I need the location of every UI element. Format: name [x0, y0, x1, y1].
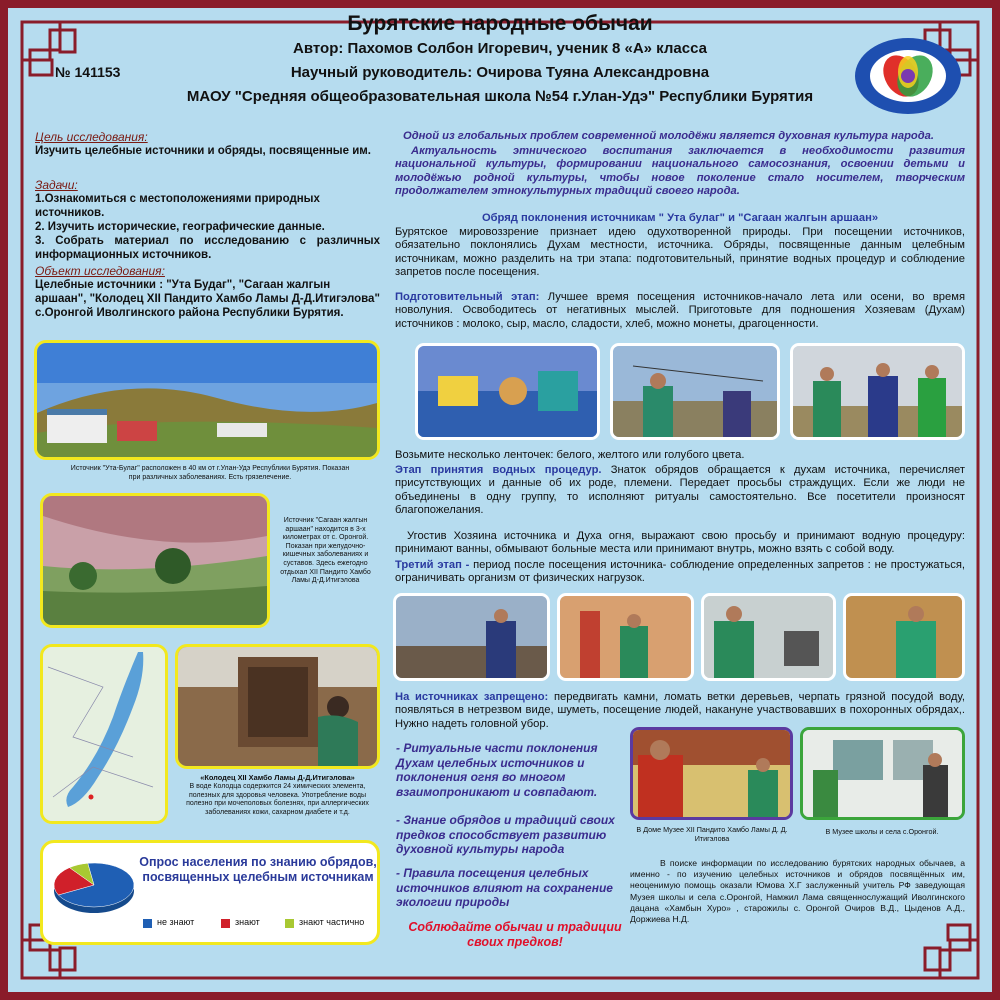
photo-sagaan-arshaan: [40, 493, 270, 628]
legend-label: знают: [235, 917, 260, 927]
object-heading: Объект исследования:: [35, 264, 165, 278]
forbid-text: передвигать камни, ломать ветки деревьев, черпать грязной посудой воду, появляться в нетрезвом виде, шуметь, посещение людей, накануне участвовавших в похоронных обрядах,. Нужно надеть головной убор.: [395, 691, 966, 730]
goal-text: Изучить целебные источники и обряды, посвященные им.: [35, 145, 371, 157]
prep-paragraph: [395, 291, 965, 331]
school-line: МАОУ "Средняя общеобразовательная школа №54 г.Улан-Удэ" Республики Бурятия: [186, 88, 814, 105]
well-caption-title: «Колодец XII Хамбо Ламы Д-Д.Итигэлова»: [200, 773, 355, 782]
author-line: Автор: Пахомов Солбон Игоревич, ученик 8 «А» класса: [293, 40, 707, 57]
ribbons-text: Возьмите несколько ленточек: белого, желтого или голубого цвета.: [395, 449, 745, 461]
survey-pie-chart: [49, 857, 139, 917]
task-item: 3. Собрать материал по исследованию с различных информационных источников.: [35, 235, 380, 261]
prep-text: Лучшее время посещения источников-начало лета или осени, во время новолуния. Освободитесь от негативных мыслей. Приготовьте для подношения Хозяевам (Духам) источников : молоко, сыр, масло, сладости, хлеб, можно монеты, драгоценности.: [395, 291, 965, 330]
water-paragraph: [395, 464, 965, 517]
object-section: [35, 264, 380, 320]
photo-itigelov-museum: [630, 727, 793, 820]
photo-school-museum: [800, 727, 965, 820]
conference-logo-icon: [853, 36, 963, 116]
water-text: Знаток обрядов обращается к духам источника, перечисляет присутствующих и данные об их роде, племени. Передает просьбы страждущих. Если же люди не объединены в одну группу, то исполняют ритуалы самостоятельно. Все посетители произносят благопожелания.: [395, 464, 965, 516]
third-text: период после посещения источника- соблюдение определенных запретов : не простужаться, ограничивать организм от физических нагрузок.: [395, 559, 965, 585]
rite-text: Бурятское мировоззрение признает идею одухотворенной природы. При посещении источников, обязательно поклонялись Духам местности, источника. Обряды, посвященные данным целебным источникам, можно разделить на три этапа: подготовительный, принятие водных процедур и соблюдение запретов после посещения.: [395, 226, 965, 278]
photo-ceremony-4: [843, 593, 965, 681]
task-item: 2. Изучить исторические, географические данные.: [35, 221, 325, 233]
rite-heading: Обряд поклонения источникам " Ута булаг" и "Сагаан жалгын аршаан»: [481, 212, 879, 224]
forbid-label: На источниках запрещено:: [395, 691, 549, 703]
conclusion-item: - Правила посещения целебных источников влияют на сохранение экологии природы: [396, 866, 613, 909]
photo-ceremony-2: [557, 593, 694, 681]
photo-ceremony-1: [393, 593, 550, 681]
survey-title: Опрос населения по знанию обрядов, посвященных целебным источникам: [139, 855, 377, 884]
photo-ribbons: [610, 343, 780, 440]
intro-paragraph-2: Актуальность этнического воспитания заключается в необходимости развития национальной культуры, формировании национального самосознания, освоении детьми и молодёжью родной культуры, чтобы новое поколение стало носителем, творческим продолжателем этнокультурных традиций своего народа.: [395, 145, 965, 197]
legend-label: знают частично: [299, 917, 365, 927]
legend-swatch: [221, 919, 230, 928]
photo-offerings: [415, 343, 600, 440]
photo-uta-bulag: [34, 340, 380, 460]
poster-number: № 141153: [55, 64, 121, 80]
photo-ceremony-3: [701, 593, 836, 681]
object-text: Целебные источники : "Ута Будаг", "Сагаан жалгын аршаан", "Колодец XII Пандито Хамбо Ламы Д-Д.Итигэлова" с.Оронгой Иволгинского района Республики Бурятия.: [35, 279, 380, 319]
survey-box: [40, 840, 380, 945]
tasks-heading: Задачи:: [35, 178, 78, 192]
poster-title: Бурятские народные обычаи: [347, 12, 653, 35]
intro-paragraph-1: Одной из глобальных проблем современной молодёжи является духовная культура народа.: [403, 130, 934, 142]
third-paragraph: [395, 559, 965, 586]
slogan: Соблюдайте обычаи и традиции своих предков!: [408, 920, 622, 949]
photo-itigelov-well: [175, 644, 380, 769]
legend-label: не знают: [157, 917, 195, 927]
photo2-caption: Источник "Сагаан жалгын аршаан" находится в 3-х километрах от с. Оронгой. Показан при желудочно-кишечных заболеваниях и суставов. Здесь ежегодно отдыхал XII Пандито Хамбо Ламы Д-Д.Итигэлова: [280, 517, 371, 585]
third-label: Третий этап -: [395, 559, 470, 571]
goal-section: [35, 130, 380, 158]
conclusion-item: - Ритуальные части поклонения Духам целебных источников и поклонения огня во многом взаимопроникают и совпадают.: [396, 741, 598, 799]
goal-heading: Цель исследования:: [35, 130, 148, 144]
legend-swatch: [285, 919, 294, 928]
tasks-section: [35, 178, 380, 262]
well-caption: В воде Колодца содержится 24 химических элемента, полезных для здоровья человека. Употребление воды полезно при мочеполовых болезнях, при аллергических заболеваниях кожи, сахарном диабете и т.д.: [186, 783, 369, 816]
baikal-map: [40, 644, 168, 824]
prep-label: Подготовительный этап:: [395, 291, 540, 303]
photo-ritual-people: [790, 343, 965, 440]
museum-caption: В Доме Музее XII Пандито Хамбо Ламы Д. Д. Итигэлова: [636, 825, 788, 843]
school-museum-caption: В Музее школы и села с.Оронгой.: [825, 827, 939, 836]
conclusion-item: - Знание обрядов и традиций своих предков способствует развитию духовной культуры народа: [396, 813, 615, 856]
task-item: 1.Ознакомиться с местоположениями природных источников.: [35, 193, 320, 219]
survey-legend: [143, 917, 378, 931]
water-text-2: Угостив Хозяина источника и Духа огня, выражают свою просьбу и принимают водную процедуру: принимают ванны, обмывают больные места или принимают внутрь, можно взять с собой воду.: [395, 530, 965, 556]
forbid-paragraph: [395, 691, 965, 731]
legend-swatch: [143, 919, 152, 928]
supervisor-line: Научный руководитель: Очирова Туяна Александровна: [290, 64, 710, 81]
water-label: Этап принятия водных процедур.: [395, 464, 602, 476]
credits-text: В поиске информации по исследованию бурятских народных обычаев, а именно - по изучению целебных источников и обрядов посвящённых им, неоценимую помощь оказали Юмова Х.Г заслуженный учитель РФ заведующая Музея школы и села с.Оронгой, Намжил Лама священнослужащий Иволгинского дацана «Хамбын Хуро» , старожилы с. Оронгой Очиров В.Д., Цыденов А.Д., Доржиева Н.Д.: [630, 858, 965, 925]
photo1-caption: Источник "Ута-Булаг" расположен в 40 км от г.Улан-Удэ Республики Бурятия. Показан при различных заболеваниях. Есть грязелечение.: [70, 465, 350, 481]
